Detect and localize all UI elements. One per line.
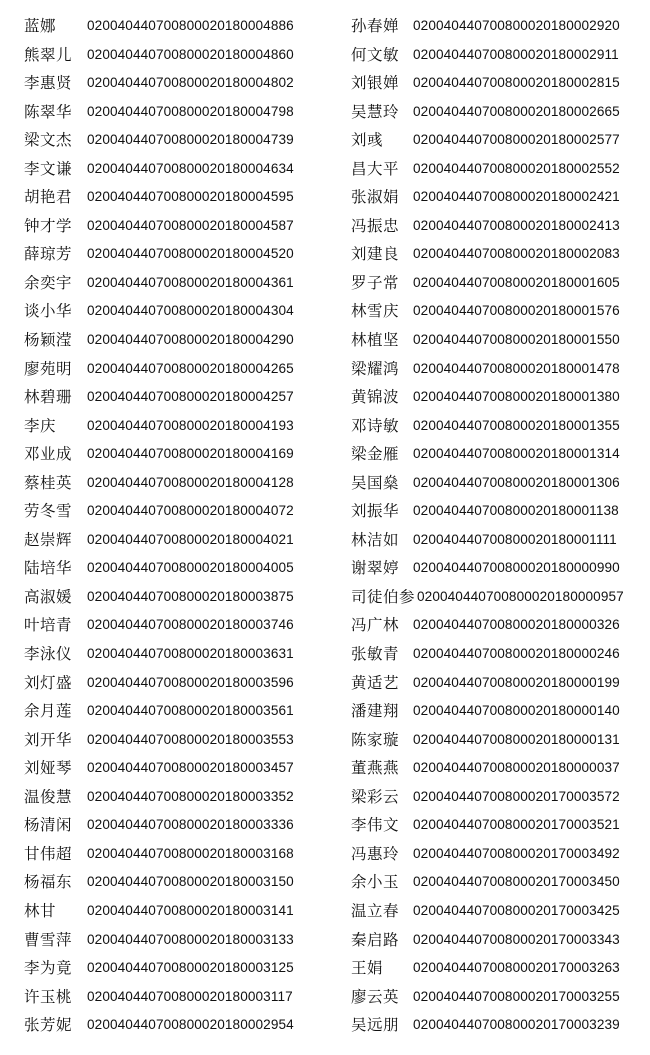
account-number: 020040440700800020170003425 (413, 902, 620, 918)
person-name: 李庆 (24, 416, 57, 435)
person-name: 梁耀鸿 (351, 359, 400, 378)
person-name: 甘伟超 (24, 844, 73, 863)
account-number: 020040440700800020180003457 (87, 760, 294, 776)
person-name: 李泳仪 (24, 645, 73, 664)
person-name: 陆培华 (24, 559, 73, 578)
person-name: 刘彧 (351, 131, 384, 150)
person-name: 何文敏 (351, 45, 400, 64)
person-name: 余奕宇 (24, 273, 73, 292)
person-name: 林雪庆 (351, 302, 400, 321)
account-number: 020040440700800020180003746 (87, 617, 294, 633)
account-number: 020040440700800020180004169 (87, 446, 294, 462)
person-name: 冯惠玲 (351, 844, 400, 863)
account-number: 020040440700800020180001306 (413, 474, 620, 490)
account-number: 020040440700800020180004257 (87, 389, 294, 405)
person-name: 廖云英 (351, 987, 400, 1006)
account-number: 020040440700800020180004290 (87, 332, 294, 348)
account-number: 020040440700800020170003263 (413, 960, 620, 976)
account-number: 020040440700800020180001380 (413, 389, 620, 405)
person-name: 高淑媛 (24, 587, 73, 606)
account-number: 020040440700800020180002577 (413, 132, 620, 148)
person-name: 杨颖滢 (24, 331, 73, 350)
account-number: 020040440700800020180004005 (87, 560, 294, 576)
account-number: 020040440700800020180001576 (413, 303, 620, 319)
person-name: 梁文杰 (24, 131, 73, 150)
account-number: 020040440700800020180000199 (413, 674, 620, 690)
person-name: 梁金雁 (351, 445, 400, 464)
account-number: 020040440700800020180003133 (87, 931, 294, 947)
person-name: 林洁如 (351, 530, 400, 549)
person-name: 王娟 (351, 959, 384, 978)
account-number: 020040440700800020180002665 (413, 103, 620, 119)
person-name: 罗子常 (351, 273, 400, 292)
account-number: 020040440700800020170003450 (413, 874, 620, 890)
account-number: 020040440700800020180002083 (413, 246, 620, 262)
person-name: 刘开华 (24, 730, 73, 749)
account-number: 020040440700800020180004798 (87, 103, 294, 119)
person-name: 钟才学 (24, 216, 73, 235)
account-number: 020040440700800020180004634 (87, 160, 294, 176)
account-number: 020040440700800020180001111 (413, 531, 617, 547)
person-name: 林植坚 (351, 331, 400, 350)
person-name: 薛琼芳 (24, 245, 73, 264)
person-name: 余月莲 (24, 702, 73, 721)
account-number: 020040440700800020180003553 (87, 731, 294, 747)
person-name: 张淑娟 (351, 188, 400, 207)
person-name: 李惠贤 (24, 74, 73, 93)
account-number: 020040440700800020180003125 (87, 960, 294, 976)
account-number: 020040440700800020180002552 (413, 160, 620, 176)
person-name: 梁彩云 (351, 787, 400, 806)
account-number: 020040440700800020180003875 (87, 588, 294, 604)
person-name: 叶培青 (24, 616, 73, 635)
account-number: 020040440700800020180003150 (87, 874, 294, 890)
account-number: 020040440700800020180004193 (87, 417, 294, 433)
person-name: 吴慧玲 (351, 102, 400, 121)
person-name: 吴远朋 (351, 1016, 400, 1035)
account-number: 020040440700800020180004520 (87, 246, 294, 262)
person-name: 曹雪萍 (24, 930, 73, 949)
person-name: 冯广林 (351, 616, 400, 635)
person-name: 谢翠婷 (351, 559, 400, 578)
account-number: 020040440700800020180004304 (87, 303, 294, 319)
account-number: 020040440700800020180000326 (413, 617, 620, 633)
person-name: 廖苑明 (24, 359, 73, 378)
account-number: 020040440700800020180004739 (87, 132, 294, 148)
person-name: 许玉桃 (24, 987, 73, 1006)
account-number: 020040440700800020170003492 (413, 845, 620, 861)
account-number: 020040440700800020170003572 (413, 788, 620, 804)
account-number: 020040440700800020180003561 (87, 703, 294, 719)
account-number: 020040440700800020180003168 (87, 845, 294, 861)
person-name: 吴国燊 (351, 473, 400, 492)
person-name: 昌大平 (351, 159, 400, 178)
account-number: 020040440700800020170003255 (413, 988, 620, 1004)
account-number: 020040440700800020180003141 (87, 902, 294, 918)
account-number: 020040440700800020180004072 (87, 503, 294, 519)
person-name: 陈翠华 (24, 102, 73, 121)
account-number: 020040440700800020180002920 (413, 18, 620, 33)
account-number: 020040440700800020180003352 (87, 788, 294, 804)
account-number: 020040440700800020180001314 (413, 446, 620, 462)
person-name: 邓业成 (24, 445, 73, 464)
person-name: 胡艳君 (24, 188, 73, 207)
account-number: 020040440700800020180000140 (413, 703, 620, 719)
account-number: 020040440700800020180001138 (413, 503, 619, 519)
account-number: 020040440700800020180000037 (413, 760, 620, 776)
account-number: 020040440700800020180003596 (87, 674, 294, 690)
person-name: 李文谦 (24, 159, 73, 178)
account-number: 020040440700800020180001605 (413, 274, 620, 290)
account-number: 020040440700800020180000131 (413, 731, 620, 747)
account-number: 020040440700800020180002815 (413, 75, 620, 91)
account-number: 020040440700800020180003117 (87, 988, 293, 1004)
person-name: 杨清闲 (24, 816, 73, 835)
person-name: 刘振华 (351, 502, 400, 521)
person-name: 劳冬雪 (24, 502, 73, 521)
account-number: 020040440700800020180004128 (87, 474, 294, 490)
account-number: 020040440700800020180001355 (413, 417, 620, 433)
person-name: 董燕燕 (351, 759, 400, 778)
person-name: 张芳妮 (24, 1016, 73, 1035)
account-number: 020040440700800020180002911 (413, 46, 619, 62)
account-number: 020040440700800020170003239 (413, 1017, 620, 1033)
account-number: 020040440700800020180004021 (87, 531, 294, 547)
person-name: 黄适艺 (351, 673, 400, 692)
person-name: 刘建良 (351, 245, 400, 264)
person-name: 司徒伯参 (351, 587, 416, 606)
account-number: 020040440700800020180001550 (413, 332, 620, 348)
account-number: 020040440700800020180000246 (413, 646, 620, 662)
person-name: 邓诗敏 (351, 416, 400, 435)
person-name: 李伟文 (351, 816, 400, 835)
account-number: 020040440700800020180002421 (413, 189, 620, 205)
account-number: 020040440700800020180004265 (87, 360, 294, 376)
person-name: 温立春 (351, 901, 400, 920)
person-name: 林碧珊 (24, 388, 73, 407)
person-name: 杨福东 (24, 873, 73, 892)
person-name: 李为竟 (24, 959, 73, 978)
person-name: 赵崇辉 (24, 530, 73, 549)
person-name: 陈家璇 (351, 730, 400, 749)
person-name: 刘银婵 (351, 74, 400, 93)
account-number: 020040440700800020180000957 (417, 588, 624, 604)
account-number: 020040440700800020180000990 (413, 560, 620, 576)
person-name: 谈小华 (24, 302, 73, 321)
account-number: 020040440700800020180004595 (87, 189, 294, 205)
person-name: 张敏青 (351, 645, 400, 664)
person-name: 冯振忠 (351, 216, 400, 235)
person-name: 温俊慧 (24, 787, 73, 806)
account-number: 020040440700800020180002413 (413, 217, 620, 233)
account-number: 020040440700800020170003521 (413, 817, 620, 833)
person-name: 刘娅琴 (24, 759, 73, 778)
account-number: 020040440700800020180002954 (87, 1017, 294, 1033)
person-name: 孙春婵 (351, 17, 400, 35)
account-number: 020040440700800020180004886 (87, 18, 294, 33)
person-name: 蓝娜 (24, 17, 57, 35)
account-number: 020040440700800020180003631 (87, 646, 294, 662)
person-name: 秦启路 (351, 930, 400, 949)
account-number: 020040440700800020180004802 (87, 75, 294, 91)
account-number: 020040440700800020180004587 (87, 217, 294, 233)
account-number: 020040440700800020180004860 (87, 46, 294, 62)
person-name: 潘建翔 (351, 702, 400, 721)
account-number: 020040440700800020170003343 (413, 931, 620, 947)
account-number: 020040440700800020180001478 (413, 360, 620, 376)
person-name: 刘灯盛 (24, 673, 73, 692)
person-name: 黄锦波 (351, 388, 400, 407)
account-number: 020040440700800020180003336 (87, 817, 294, 833)
person-name: 林甘 (24, 901, 57, 920)
person-name: 余小玉 (351, 873, 400, 892)
person-name: 蔡桂英 (24, 473, 73, 492)
account-number: 020040440700800020180004361 (87, 274, 294, 290)
person-name: 熊翠儿 (24, 45, 73, 64)
